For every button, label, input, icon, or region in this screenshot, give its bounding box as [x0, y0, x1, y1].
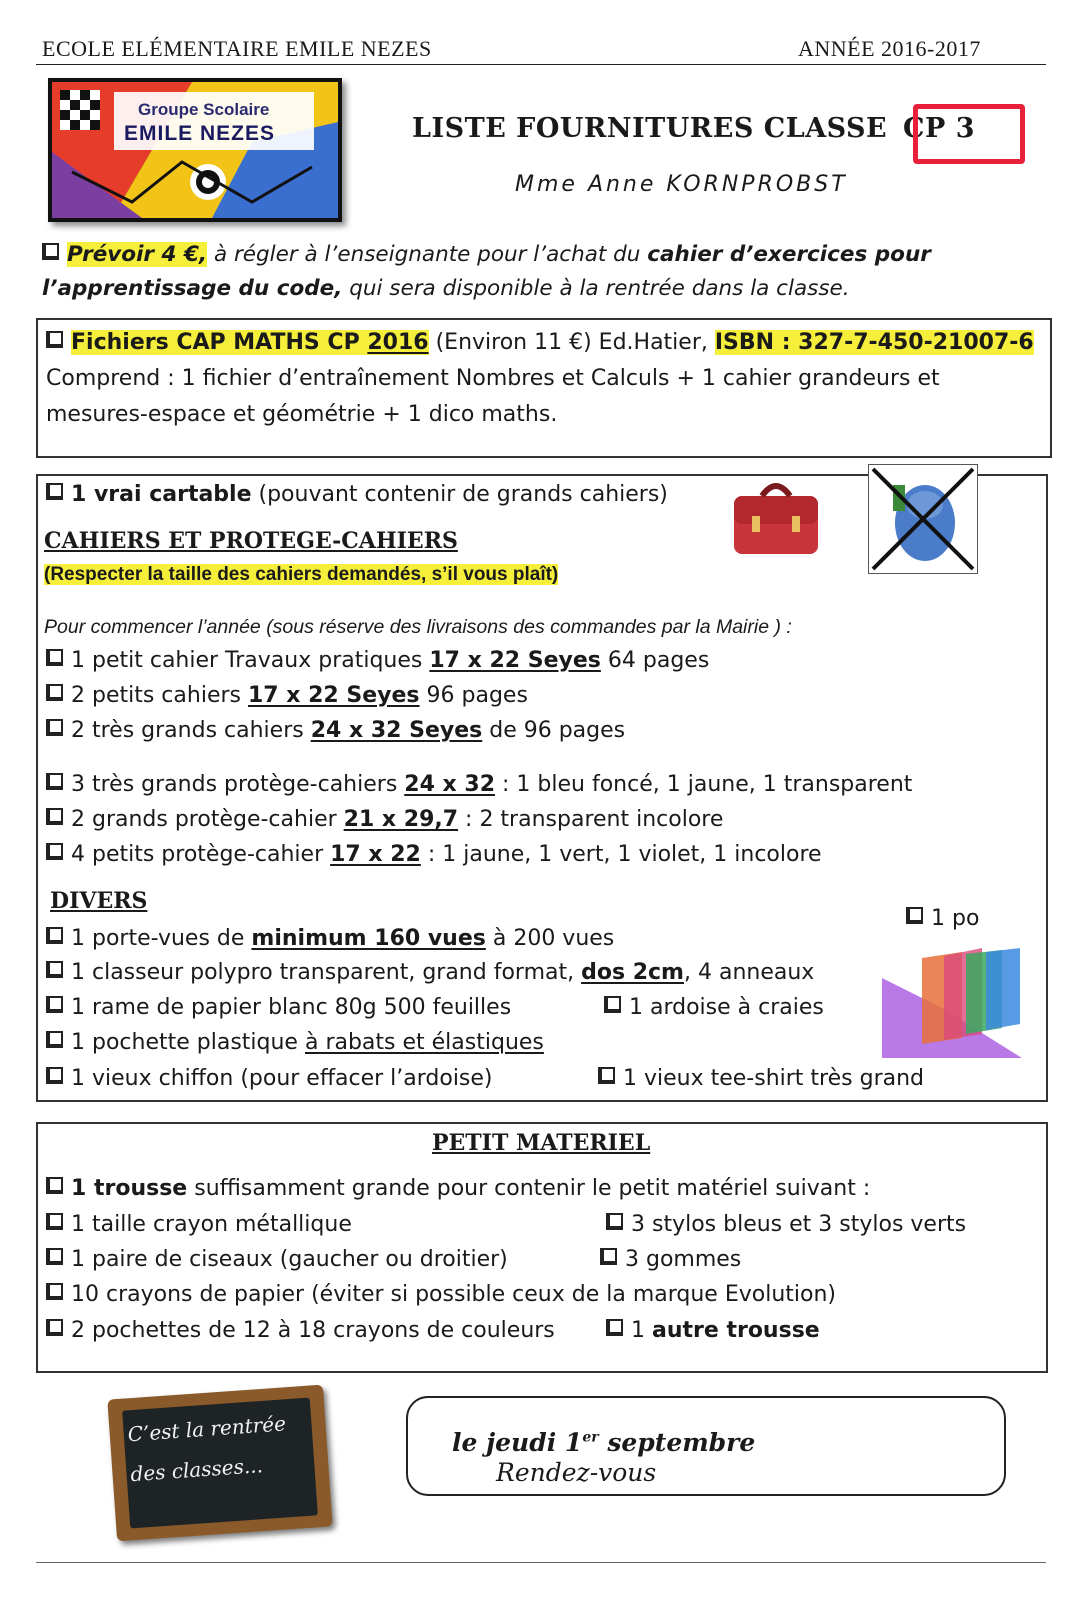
- checkbox[interactable]: [598, 1067, 615, 1084]
- divers-item: 1 pochette plastique à rabats et élastiques: [46, 1030, 544, 1055]
- protege-item: 3 très grands protège-cahiers 24 x 32 : 1 bleu foncé, 1 jaune, 1 transparent: [46, 772, 912, 797]
- supplies-box: [36, 474, 1048, 1102]
- cartable-line: 1 vrai cartable (pouvant contenir de grands cahiers): [46, 482, 668, 507]
- divers-item: 1 ardoise à craies: [604, 995, 824, 1020]
- checkbox[interactable]: [46, 1319, 63, 1336]
- school-name: ECOLE ELÉMENTAIRE EMILE NEZES: [42, 36, 432, 61]
- binders-image: [882, 948, 1022, 1062]
- maths-box: [36, 318, 1052, 458]
- checkbox[interactable]: [46, 773, 63, 790]
- checkbox[interactable]: [46, 483, 63, 500]
- divers-item: 1 rame de papier blanc 80g 500 feuilles: [46, 995, 511, 1020]
- divers-item: 1 classeur polypro transparent, grand format, dos 2cm, 4 anneaux: [46, 960, 814, 985]
- divers-item: 1 vieux tee-shirt très grand: [598, 1066, 924, 1091]
- footer-rule: [36, 1562, 1046, 1563]
- slate-image: [107, 1385, 332, 1542]
- cahier-item: 2 petits cahiers 17 x 22 Seyes 96 pages: [46, 683, 528, 708]
- divers-item: 1 vieux chiffon (pour effacer l’ardoise): [46, 1066, 493, 1091]
- rendezvous-text: Rendez-vous le jeudi 1er septembre: [452, 1428, 756, 1487]
- checkbox[interactable]: [46, 719, 63, 736]
- checkbox[interactable]: [46, 1177, 63, 1194]
- checkbox[interactable]: [606, 1213, 623, 1230]
- intro-paragraph: Prévoir 4 €, à régler à l’enseignante pour l’achat du cahier d’exercices pour l’apprentissage du code, qui sera disponible à la rentrée dans la classe.: [42, 242, 931, 301]
- materiel-item: 1 autre trousse: [606, 1318, 820, 1343]
- class-highlight-box: [913, 104, 1025, 164]
- school-year: ANNÉE 2016-2017: [798, 36, 981, 61]
- maths-line: Fichiers CAP MATHS CP 2016 (Environ 11 €) Ed.Hatier, ISBN : 327-7-450-21007-6: [46, 330, 1034, 355]
- isbn: ISBN : 327-7-450-21007-6: [714, 330, 1034, 355]
- checkbox[interactable]: [46, 684, 63, 701]
- page-title: LISTE FOURNITURES CLASSE CP 3: [412, 113, 976, 144]
- divers-heading: DIVERS: [50, 888, 148, 914]
- materiel-item: 3 stylos bleus et 3 stylos verts: [606, 1212, 966, 1237]
- divers-item: 1 porte-vues de minimum 160 vues à 200 vues: [46, 926, 614, 951]
- slate-text: C’est la rentrée des classes...: [126, 1411, 287, 1487]
- class-label: CP 3: [903, 113, 976, 144]
- checkbox[interactable]: [604, 996, 621, 1013]
- materiel-item: 1 trousse suffisamment grande pour contenir le petit matériel suivant :: [46, 1176, 870, 1201]
- checkbox[interactable]: [46, 331, 63, 348]
- cahier-item: 2 très grands cahiers 24 x 32 Seyes de 96 pages: [46, 718, 625, 743]
- materiel-item: 2 pochettes de 12 à 18 crayons de couleurs: [46, 1318, 555, 1343]
- checkbox[interactable]: [46, 1067, 63, 1084]
- materiel-item: 10 crayons de papier (éviter si possible ceux de la marque Evolution): [46, 1282, 836, 1307]
- checkbox[interactable]: [46, 1248, 63, 1265]
- materiel-heading: PETIT MATERIEL: [432, 1130, 651, 1156]
- school-logo: [48, 78, 342, 222]
- checkbox[interactable]: [606, 1319, 623, 1336]
- header-rule: [36, 64, 1046, 65]
- checkbox[interactable]: [46, 649, 63, 666]
- cahiers-note: (Respecter la taille des cahiers demandés, s’il vous plaît): [44, 564, 559, 585]
- materiel-item: 3 gommes: [600, 1247, 741, 1272]
- logo-line1: Groupe Scolaire: [138, 100, 270, 119]
- checkbox[interactable]: [46, 808, 63, 825]
- checkbox[interactable]: [42, 243, 59, 260]
- materiel-item: 1 taille crayon métallique: [46, 1212, 352, 1237]
- logo-line2: EMILE NEZES: [124, 122, 276, 145]
- checkbox[interactable]: [46, 1283, 63, 1300]
- checkbox[interactable]: [46, 1031, 63, 1048]
- cahiers-intro: Pour commencer l’année (sous réserve des livraisons des commandes par la Mairie ) :: [44, 616, 792, 638]
- divers-side-item: 1 po: [906, 906, 979, 931]
- cahier-item: 1 petit cahier Travaux pratiques 17 x 22 Seyes 64 pages: [46, 648, 709, 673]
- rendezvous-box: [406, 1396, 1006, 1496]
- no-backpack-image: [868, 464, 978, 574]
- checkbox[interactable]: [46, 1213, 63, 1230]
- checkbox[interactable]: [46, 927, 63, 944]
- checkbox[interactable]: [46, 843, 63, 860]
- protege-item: 2 grands protège-cahier 21 x 29,7 : 2 transparent incolore: [46, 807, 723, 832]
- materiel-box: [36, 1122, 1048, 1373]
- checkbox[interactable]: [46, 961, 63, 978]
- cahiers-heading: CAHIERS ET PROTEGE-CAHIERS: [44, 528, 458, 554]
- maths-desc2: mesures-espace et géométrie + 1 dico maths.: [46, 402, 558, 427]
- checkbox[interactable]: [600, 1248, 617, 1265]
- protege-item: 4 petits protège-cahier 17 x 22 : 1 jaune, 1 vert, 1 violet, 1 incolore: [46, 842, 822, 867]
- intro-highlight: Prévoir 4 €,: [67, 242, 208, 267]
- maths-desc1: Comprend : 1 fichier d’entraînement Nombres et Calculs + 1 cahier grandeurs et: [46, 366, 940, 391]
- checkbox[interactable]: [906, 907, 923, 924]
- cartable-image: [726, 476, 826, 558]
- teacher-name: Mme Anne KORNPROBST: [515, 172, 848, 197]
- materiel-item: 1 paire de ciseaux (gaucher ou droitier): [46, 1247, 508, 1272]
- checkbox[interactable]: [46, 996, 63, 1013]
